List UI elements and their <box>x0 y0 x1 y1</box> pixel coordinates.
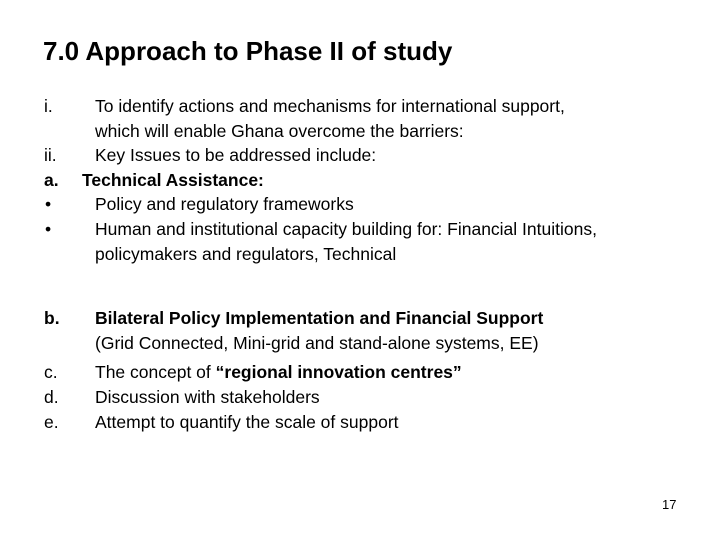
slide-title: 7.0 Approach to Phase II of study <box>43 36 453 66</box>
list-marker: b. <box>44 308 60 328</box>
list-item-a <box>0 168 720 193</box>
list-item-bullet <box>0 217 720 267</box>
item-text-line: policymakers and regulators, Technical <box>95 243 397 264</box>
item-text-line: (Grid Connected, Mini-grid and stand-alone systems, EE) <box>95 332 539 353</box>
item-text-line: which will enable Ghana overcome the barriers: <box>95 120 464 141</box>
list-marker: i. <box>44 96 53 116</box>
item-heading: Bilateral Policy Implementation and Financial Support <box>95 308 544 328</box>
bullet-icon: • <box>45 194 52 214</box>
list-marker: c. <box>44 362 58 382</box>
list-item-i <box>0 94 720 144</box>
item-text-line: Discussion with stakeholders <box>95 387 320 407</box>
item-heading: Technical Assistance: <box>82 170 264 190</box>
item-text-line: To identify actions and mechanisms for international support, <box>95 96 565 116</box>
list-item-bullet <box>0 192 720 217</box>
page-number: 17 <box>662 497 677 512</box>
list-item-ii <box>0 143 720 168</box>
list-item-e <box>0 410 720 435</box>
item-text-line: Human and institutional capacity building for: Financial Intuitions, <box>95 219 597 239</box>
item-text-emphasis: “regional innovation centres” <box>215 362 462 382</box>
bullet-icon: • <box>45 219 52 239</box>
list-item-c <box>0 360 720 385</box>
item-text-line: Key Issues to be addressed include: <box>95 145 377 165</box>
list-marker: e. <box>44 412 59 432</box>
list-marker: ii. <box>44 145 57 165</box>
item-text-line: Policy and regulatory frameworks <box>95 194 354 214</box>
item-text-line <box>95 360 462 385</box>
list-marker: a. <box>44 170 59 190</box>
list-item-b <box>0 306 720 356</box>
list-marker: d. <box>44 387 59 407</box>
item-text-line: Attempt to quantify the scale of support <box>95 412 399 432</box>
list-item-d <box>0 385 720 410</box>
item-text-plain: The concept of <box>95 362 216 382</box>
